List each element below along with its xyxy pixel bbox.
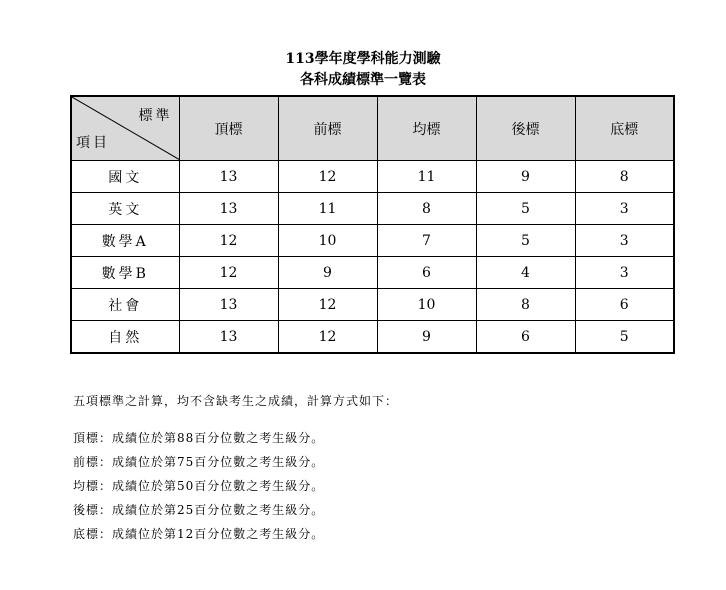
row-subject-label: 數學A (71, 225, 179, 257)
table-row (71, 257, 674, 289)
table-cell: 12 (179, 257, 278, 289)
table-row (71, 289, 674, 321)
definition-top: 頂標：成績位於第88百分位數之考生級分。 (73, 431, 325, 445)
row-subject-label: 社會 (71, 289, 179, 321)
table-cell: 11 (278, 193, 377, 225)
definition-average: 均標：成績位於第50百分位數之考生級分。 (73, 479, 325, 493)
table-cell: 12 (278, 161, 377, 193)
table-cell: 10 (278, 225, 377, 257)
table-row (71, 161, 674, 193)
table-cell: 9 (476, 161, 575, 193)
row-subject-label: 國文 (71, 161, 179, 193)
table-cell: 3 (575, 257, 674, 289)
table-cell: 11 (377, 161, 476, 193)
column-header-back: 後標 (476, 96, 575, 161)
notes-intro: 五項標準之計算，均不含缺考生之成績，計算方式如下： (73, 394, 399, 408)
table-row (71, 225, 674, 257)
column-header-top: 頂標 (179, 96, 278, 161)
calculation-notes (73, 392, 398, 546)
corner-label-standard: 標準 (138, 108, 173, 124)
table-cell: 12 (179, 225, 278, 257)
table-header-row (71, 96, 674, 161)
table-cell: 12 (278, 321, 377, 354)
definition-back: 後標：成績位於第25百分位數之考生級分。 (73, 503, 325, 517)
table-cell: 13 (179, 289, 278, 321)
table-cell: 13 (179, 161, 278, 193)
table-cell: 4 (476, 257, 575, 289)
row-subject-label: 自然 (71, 321, 179, 354)
table-cell: 9 (377, 321, 476, 354)
row-subject-label: 數學B (71, 257, 179, 289)
table-cell: 13 (179, 321, 278, 354)
table-cell: 5 (476, 193, 575, 225)
table-cell: 6 (476, 321, 575, 354)
table-cell: 6 (377, 257, 476, 289)
table-cell: 3 (575, 193, 674, 225)
table-cell: 5 (476, 225, 575, 257)
table-cell: 8 (377, 193, 476, 225)
table-cell: 9 (278, 257, 377, 289)
corner-header-cell (71, 96, 179, 161)
table-cell: 3 (575, 225, 674, 257)
table-row (71, 193, 674, 225)
corner-label-item: 項目 (76, 135, 110, 151)
table-cell: 10 (377, 289, 476, 321)
table-cell: 12 (278, 289, 377, 321)
table-cell: 6 (575, 289, 674, 321)
table-cell: 7 (377, 225, 476, 257)
column-header-average: 均標 (377, 96, 476, 161)
column-header-bottom: 底標 (575, 96, 674, 161)
column-header-front: 前標 (278, 96, 377, 161)
document-title: 113學年度學科能力測驗 (285, 51, 441, 67)
definition-front: 前標：成績位於第75百分位數之考生級分。 (73, 455, 325, 469)
row-subject-label: 英文 (71, 193, 179, 225)
score-standards-table (70, 95, 675, 354)
table-cell: 8 (476, 289, 575, 321)
table-cell: 13 (179, 193, 278, 225)
definition-bottom: 底標：成績位於第12百分位數之考生級分。 (73, 527, 325, 541)
table-row (71, 321, 674, 354)
table-cell: 8 (575, 161, 674, 193)
table-cell: 5 (575, 321, 674, 354)
document-subtitle: 各科成績標準一覽表 (300, 72, 426, 88)
